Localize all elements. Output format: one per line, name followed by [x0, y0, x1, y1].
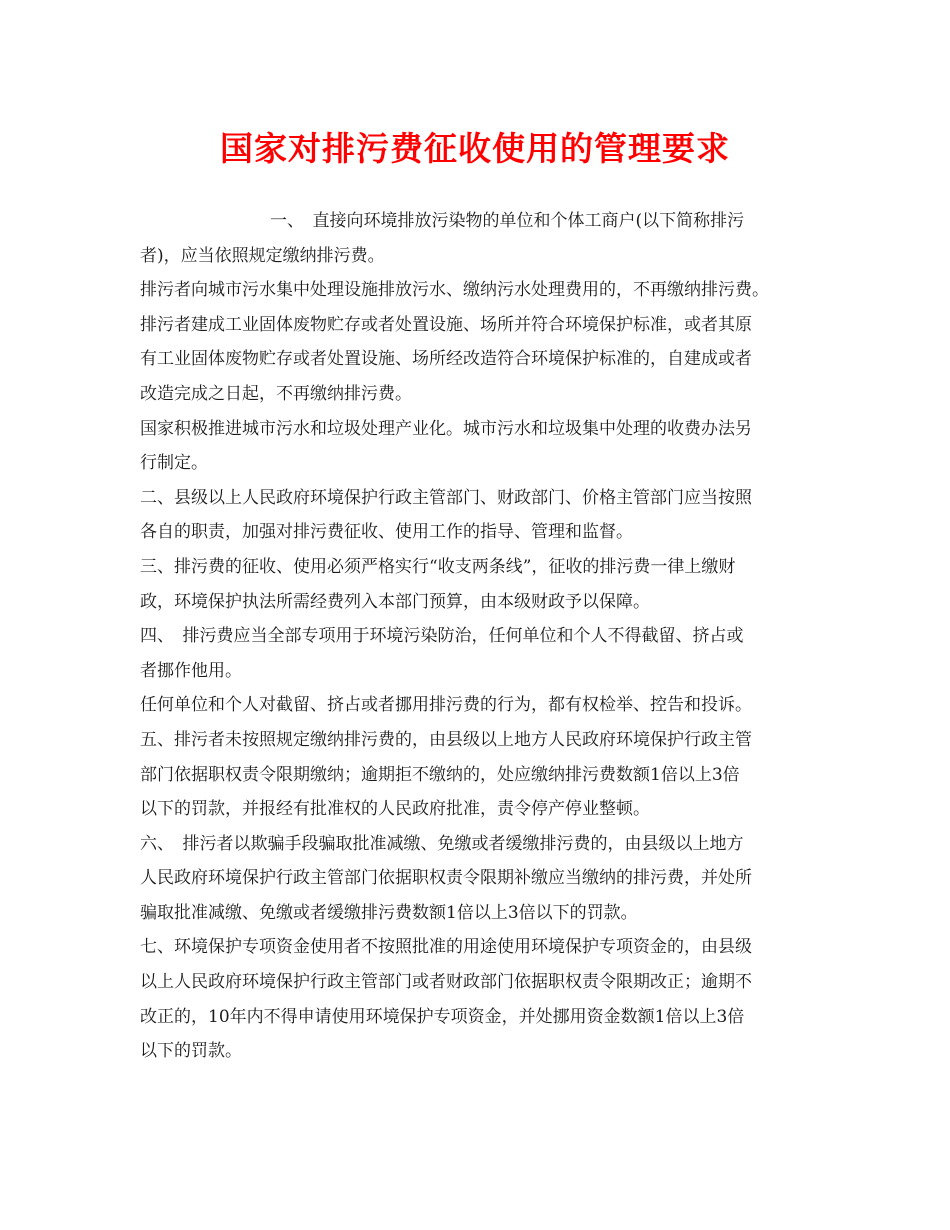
text-line: 者挪作他用。	[140, 660, 242, 681]
text-line: 改正的，10年内不得申请使用环境保护专项资金，并处挪用资金数额1倍以上3倍	[140, 1006, 745, 1027]
document-body	[140, 204, 830, 1069]
text-line: 二、县级以上人民政府环境保护行政主管部门、财政部门、价格主管部门应当按照	[140, 487, 752, 508]
text-line: 国家积极推进城市污水和垃圾处理产业化。城市污水和垃圾集中处理的收费办法另	[140, 418, 752, 439]
text-line: 政，环境保护执法所需经费列入本部门预算，由本级财政予以保障。	[140, 591, 650, 612]
text-line: 各自的职责，加强对排污费征收、使用工作的指导、管理和监督。	[140, 522, 633, 543]
text-line: 排污者建成工业固体废物贮存或者处置设施、场所并符合环境保护标准，或者其原	[140, 314, 752, 335]
text-line: 以下的罚款。	[140, 1041, 242, 1062]
text-line: 部门依据职权责令限期缴纳；逾期拒不缴纳的，处应缴纳排污费数额1倍以上3倍	[140, 764, 740, 785]
text-line: 以上人民政府环境保护行政主管部门或者财政部门依据职权责令限期改正；逾期不	[140, 972, 752, 993]
text-line: 有工业固体废物贮存或者处置设施、场所经改造符合环境保护标准的，自建成或者	[140, 349, 752, 370]
text-line: 五、排污者未按照规定缴纳排污费的，由县级以上地方人民政府环境保护行政主管	[140, 729, 752, 750]
text-line: 行制定。	[140, 453, 208, 474]
text-line: 三、排污费的征收、使用必须严格实行“收支两条线”，征收的排污费一律上缴财	[140, 556, 736, 577]
text-line: 排污者向城市污水集中处理设施排放污水、缴纳污水处理费用的，不再缴纳排污费。	[140, 280, 769, 301]
text-line: 任何单位和个人对截留、挤占或者挪用排污费的行为，都有权检举、控告和投诉。	[140, 695, 752, 716]
text-line: 改造完成之日起，不再缴纳排污费。	[140, 383, 412, 404]
text-line: 六、 排污者以欺骗手段骗取批准减缴、免缴或者缓缴排污费的，由县级以上地方	[140, 833, 744, 854]
text-line: 以下的罚款，并报经有批准权的人民政府批准，责令停产停业整顿。	[140, 799, 650, 820]
text-line: 一、 直接向环境排放污染物的单位和个体工商户(以下简称排污	[270, 211, 745, 231]
text-line: 者)，应当依照规定缴纳排污费。	[140, 245, 385, 266]
text-line: 人民政府环境保护行政主管部门依据职权责令限期补缴应当缴纳的排污费，并处所	[140, 868, 752, 889]
document-title: 国家对排污费征收使用的管理要求	[220, 129, 730, 168]
text-line: 骗取批准减缴、免缴或者缓缴排污费数额1倍以上3倍以下的罚款。	[140, 902, 638, 923]
text-line: 七、环境保护专项资金使用者不按照批准的用途使用环境保护专项资金的，由县级	[140, 937, 752, 958]
text-line: 四、 排污费应当全部专项用于环境污染防治，任何单位和个人不得截留、挤占或	[140, 626, 744, 647]
